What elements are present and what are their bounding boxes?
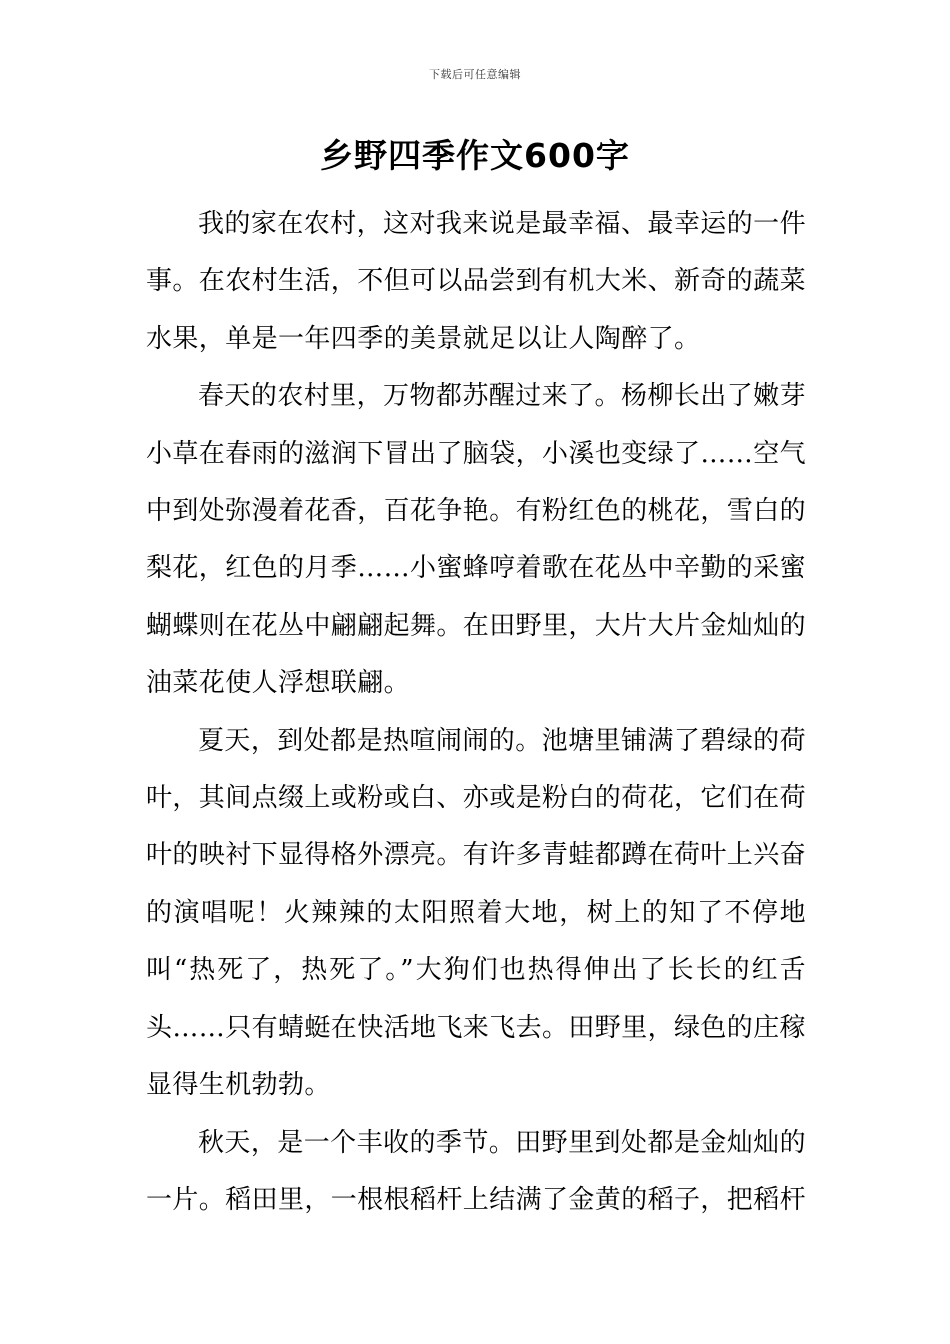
header-note: 下载后可任意编辑 (429, 68, 521, 81)
page-title: 乡野四季作文600字 (320, 136, 630, 175)
essay-body (146, 196, 806, 1229)
paragraph-autumn: 秋天，是一个丰收的季节。田野里到处都是金灿灿的一片。稻田里，一根根稻杆上结满了金黄的稻子，把稻杆 (146, 1127, 807, 1215)
paragraph-spring: 春天的农村里，万物都苏醒过来了。杨柳长出了嫩芽小草在春雨的滋润下冒出了脑袋，小溪也变绿了……空气中到处弥漫着花香，百花争艳。有粉红色的桃花，雪白的梨花，红色的月季……小蜜蜂哼着歌在花丛中辛勤的采蜜蝴蝶则在花丛中翩翩起舞。在田野里，大片大片金灿灿的油菜花使人浮想联翩。 (146, 381, 807, 699)
paragraph-summer: 夏天，到处都是热喧闹闹的。池塘里铺满了碧绿的荷叶，其间点缀上或粉或白、亦或是粉白的荷花，它们在荷叶的映衬下显得格外漂亮。有许多青蛙都蹲在荷叶上兴奋的演唱呢！火辣辣的太阳照着大地，树上的知了不停地叫“热死了，热死了。”大狗们也热得伸出了长长的红舌头……只有蜻蜓在快活地飞来飞去。田野里，绿色的庄稼显得生机勃勃。 (146, 725, 807, 1101)
paragraph-intro: 我的家在农村，这对我来说是最幸福、最幸运的一件事。在农村生活，不但可以品尝到有机大米、新奇的蔬菜水果，单是一年四季的美景就足以让人陶醉了。 (146, 209, 807, 354)
